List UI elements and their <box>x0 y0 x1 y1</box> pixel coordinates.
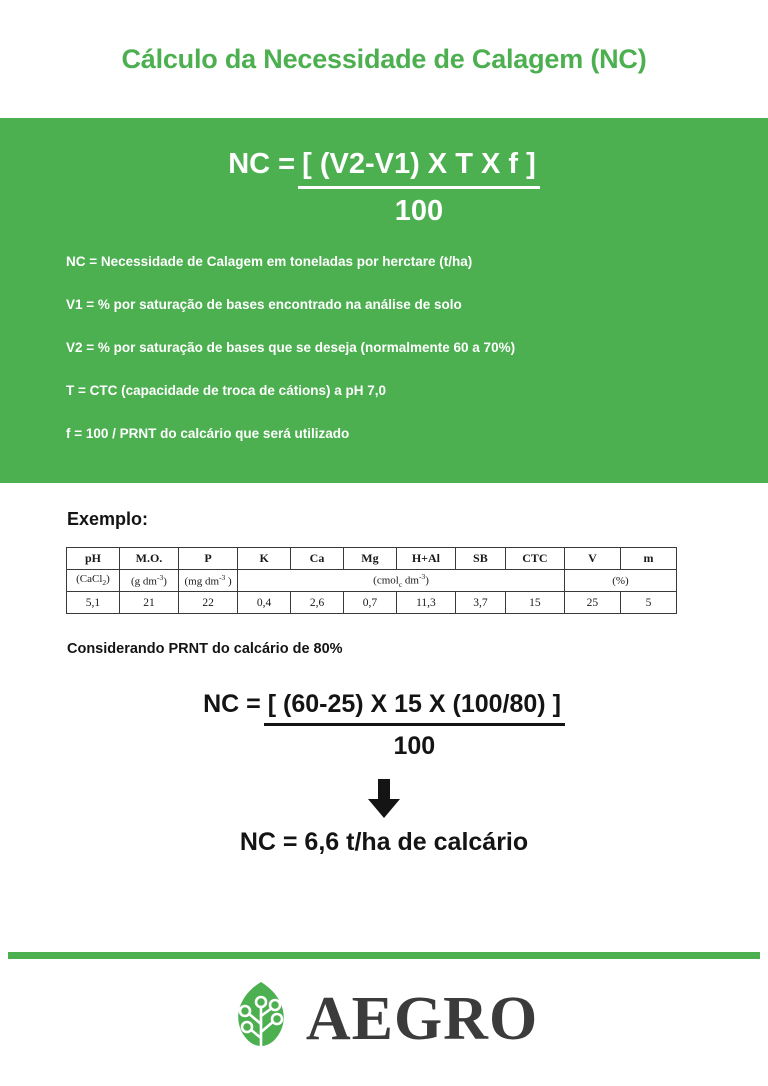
aegro-leaf-icon <box>230 980 292 1058</box>
table-cell-k: 0,4 <box>238 592 291 614</box>
arrow-wrap <box>0 779 768 819</box>
table-cell-hal: 11,3 <box>396 592 455 614</box>
unit-sub: c <box>398 579 403 589</box>
example-formula-fraction <box>203 687 565 762</box>
table-unit-ph <box>67 570 120 592</box>
logo-wordmark: AEGRO <box>305 985 539 1053</box>
table-header-v: V <box>564 548 620 570</box>
table-cell-ph: 5,1 <box>67 592 120 614</box>
main-formula-fraction <box>228 144 540 229</box>
unit-tail: ) <box>425 574 429 587</box>
table-cell-m: 5 <box>620 592 676 614</box>
table-unit-p <box>179 570 238 592</box>
table-header-hal: H+Al <box>396 548 455 570</box>
example-formula <box>0 687 768 762</box>
table-row-units <box>67 570 677 592</box>
unit-text: (CaCl <box>76 573 103 586</box>
legend-list <box>66 253 726 468</box>
footer-divider <box>8 952 760 959</box>
unit-mid: dm <box>402 574 419 587</box>
footer-logo <box>0 980 768 1058</box>
legend-item-v1: V1 = % por saturação de bases encontrado na análise de solo <box>66 297 462 312</box>
page-title: Cálculo da Necessidade de Calagem (NC) <box>121 43 647 74</box>
unit-sub: 2 <box>102 578 107 588</box>
table-cell-ca: 2,6 <box>291 592 344 614</box>
main-formula-lhs: NC = <box>228 148 296 180</box>
table-unit-cmol <box>238 570 565 592</box>
table-cell-v: 25 <box>564 592 620 614</box>
unit-text: (g dm <box>131 575 157 588</box>
unit-sup: -3 <box>418 572 426 582</box>
fraction-bar <box>264 723 565 726</box>
table-unit-mo <box>119 570 178 592</box>
unit-tail: ) <box>225 575 232 588</box>
table-cell-sb: 3,7 <box>456 592 506 614</box>
result-text: NC = 6,6 t/ha de calcário <box>239 828 529 856</box>
prnt-note: Considerando PRNT do calcário de 80% <box>67 641 343 657</box>
example-formula-lhs: NC = <box>203 690 261 718</box>
table-header-ctc: CTC <box>505 548 564 570</box>
soil-analysis-table <box>66 547 677 614</box>
table-unit-percent: (%) <box>564 570 676 592</box>
table-header-mo: M.O. <box>119 548 178 570</box>
unit-sup: -3 <box>157 573 164 583</box>
title-area <box>0 0 768 118</box>
fraction-bar <box>298 186 540 189</box>
unit-tail: ) <box>163 575 167 588</box>
legend-item-t: T = CTC (capacidade de troca de cátions) a pH 7,0 <box>66 383 386 398</box>
example-formula-denominator: 100 <box>393 732 436 760</box>
table-cell-ctc: 15 <box>505 592 564 614</box>
example-formula-numerator: [ (60-25) X 15 X (100/80) ] <box>267 690 561 718</box>
table-cell-mo: 21 <box>119 592 178 614</box>
table-cell-mg: 0,7 <box>343 592 396 614</box>
table-header-ca: Ca <box>291 548 344 570</box>
table-row-values <box>67 592 677 614</box>
main-formula <box>0 144 768 229</box>
table-header-sb: SB <box>456 548 506 570</box>
table-header-m: m <box>620 548 676 570</box>
formula-panel <box>0 118 768 483</box>
table-header-mg: Mg <box>343 548 396 570</box>
main-formula-body <box>298 144 540 229</box>
table-header-ph: pH <box>67 548 120 570</box>
down-arrow-icon <box>367 779 401 819</box>
table-cell-p: 22 <box>179 592 238 614</box>
example-label: Exemplo: <box>67 509 149 529</box>
unit-text: (cmol <box>373 574 399 587</box>
unit-tail: ) <box>106 573 110 586</box>
table-header-k: K <box>238 548 291 570</box>
legend-item-f: f = 100 / PRNT do calcário que será utilizado <box>66 426 350 441</box>
legend-item-nc: NC = Necessidade de Calagem em toneladas por herctare (t/ha) <box>66 254 473 269</box>
unit-sup: -3 <box>219 573 226 583</box>
legend-item-v2: V2 = % por saturação de bases que se deseja (normalmente 60 a 70%) <box>66 340 516 355</box>
unit-text: (mg dm <box>184 575 220 588</box>
example-formula-body <box>264 687 565 762</box>
main-formula-denominator: 100 <box>394 195 444 227</box>
table-header-p: P <box>179 548 238 570</box>
table-row-headers <box>67 548 677 570</box>
main-formula-numerator: [ (V2-V1) X T X f ] <box>302 148 536 180</box>
